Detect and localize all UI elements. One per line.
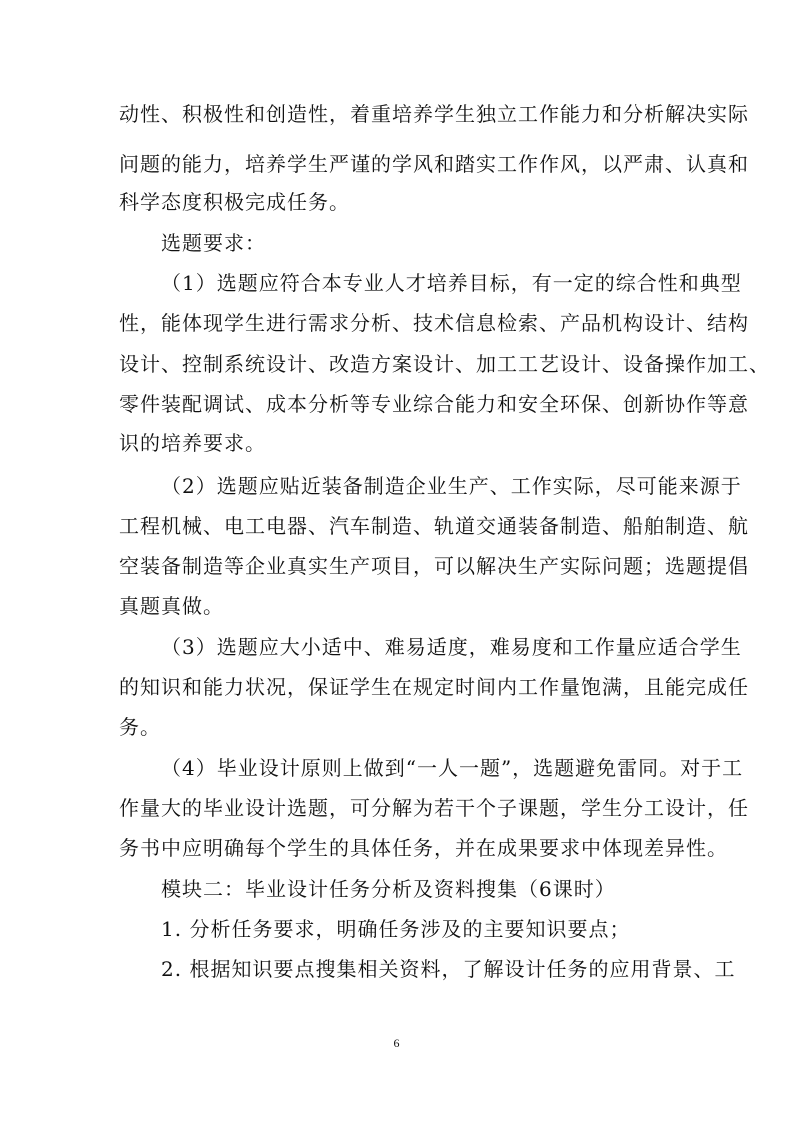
body-text-line: 性，能体现学生进行需求分析、技术信息检索、产品机构设计、结构 (119, 311, 749, 335)
page-number: 6 (393, 1036, 400, 1050)
body-text-line: 设计、控制系统设计、改造方案设计、加工工艺设计、设备操作加工、 (119, 352, 770, 376)
body-text-line: 作量大的毕业设计选题，可分解为若干个子课题，学生分工设计，任 (119, 796, 749, 820)
body-text-line: 科学态度积极完成任务。 (119, 190, 350, 214)
body-text-line: 空装备制造等企业真实生产项目，可以解决生产实际问题；选题提倡 (119, 554, 749, 578)
body-text-line: 问题的能力，培养学生严谨的学风和踏实工作作风，以严肃、认真和 (119, 152, 749, 176)
body-text-line: （1）选题应符合本专业人才培养目标，有一定的综合性和典型 (161, 271, 742, 295)
body-text-line: 务书中应明确每个学生的具体任务，并在成果要求中体现差异性。 (119, 836, 728, 860)
body-text-line: （2）选题应贴近装备制造企业生产、工作实际，尽可能来源于 (161, 474, 742, 498)
body-text-line: 零件装配调试、成本分析等专业综合能力和安全环保、创新协作等意 (119, 392, 749, 416)
body-text-line: （3）选题应大小适中、难易适度，难易度和工作量应适合学生 (161, 635, 742, 659)
body-text-line: 工程机械、电工电器、汽车制造、轨道交通装备制造、船舶制造、航 (119, 514, 749, 538)
body-text-line: 务。 (119, 715, 161, 739)
list-item: 1. 分析任务要求，明确任务涉及的主要知识要点； (161, 917, 631, 941)
body-text-line: 真题真做。 (119, 594, 224, 618)
section-heading: 选题要求： (161, 231, 266, 255)
module-heading: 模块二：毕业设计任务分析及资料搜集（6课时） (161, 877, 616, 901)
body-text-line: 动性、积极性和创造性，着重培养学生独立工作能力和分析解决实际 (119, 102, 749, 126)
body-text-line: 识的培养要求。 (119, 431, 266, 455)
body-text-line: （4）毕业设计原则上做到“一人一题”，选题避免雷同。对于工 (161, 756, 744, 780)
list-item: 2. 根据知识要点搜集相关资料，了解设计任务的应用背景、工 (161, 957, 736, 981)
body-text-line: 的知识和能力状况，保证学生在规定时间内工作量饱满，且能完成任 (119, 675, 749, 699)
